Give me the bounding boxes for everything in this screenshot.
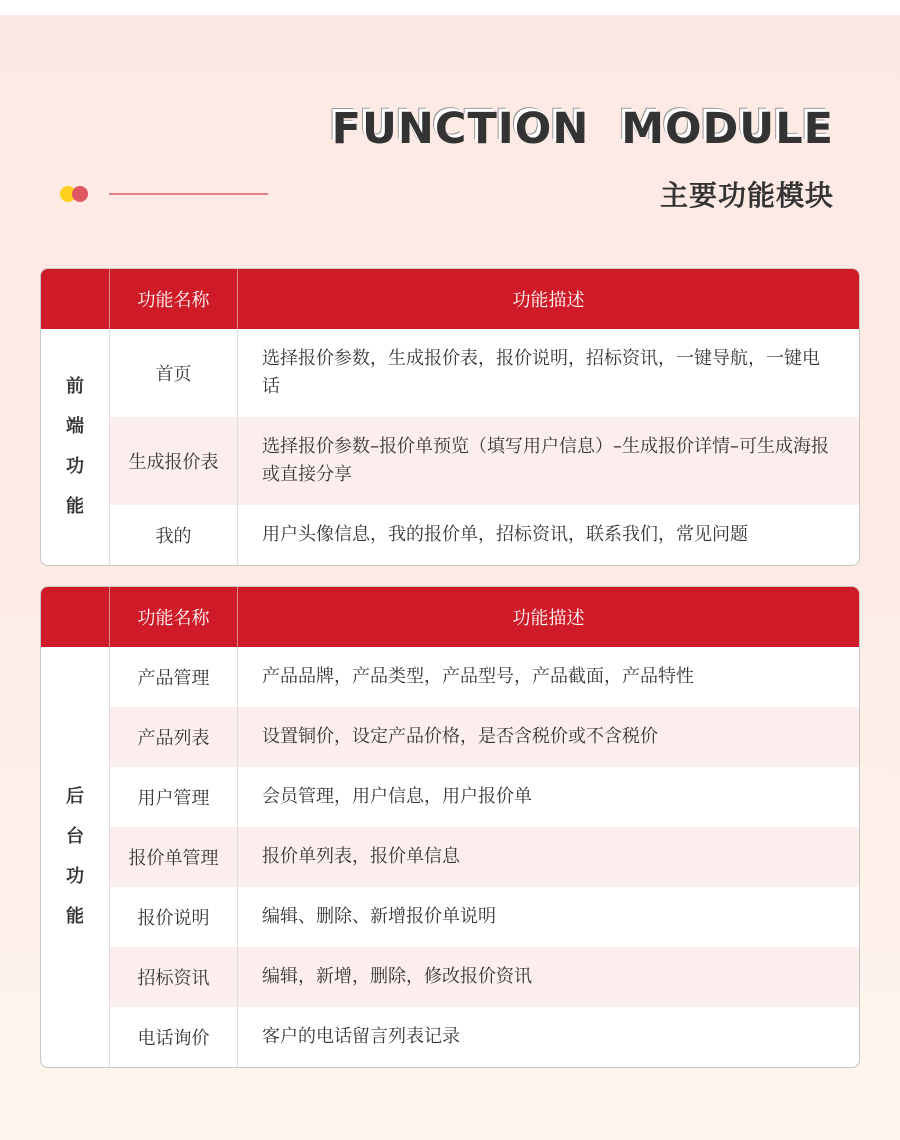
side-char: 端: [66, 416, 84, 437]
function-desc-cell: 报价单列表，报价单信息: [238, 827, 859, 887]
function-desc-cell: 产品品牌，产品类型，产品型号，产品截面，产品特性: [262, 666, 694, 687]
function-desc-cell: 编辑、删除、新增报价单说明: [262, 906, 496, 927]
backend-function-table: [40, 586, 860, 1068]
header-cell-function-name: 功能名称: [110, 269, 238, 329]
function-name-cell: 招标资讯: [110, 947, 238, 1007]
function-name-cell: 产品列表: [110, 707, 238, 767]
side-char: 台: [66, 826, 84, 847]
decorative-line: [109, 193, 268, 195]
function-desc-cell: 选择报价参数，生成报价表，报价说明，招标资讯，一键导航，一键电话: [262, 348, 820, 397]
function-desc-cell: 编辑，新增，删除，修改报价资讯: [238, 947, 859, 1007]
frontend-function-table: [40, 268, 860, 566]
title-english: FUNCTION MODULE: [331, 104, 834, 154]
function-name-cell: 报价说明: [110, 887, 238, 947]
title-chinese: 主要功能模块: [659, 179, 834, 212]
function-name-cell: 产品管理: [110, 647, 238, 707]
function-desc-cell: 选择报价参数–报价单预览（填写用户信息）–生成报价详情–可生成海报或直接分享: [238, 417, 859, 505]
decorative-dot-red-icon: [72, 186, 88, 202]
backend-side-label: [41, 647, 110, 1067]
side-char: 能: [66, 496, 84, 517]
function-name-cell: 报价单管理: [110, 827, 238, 887]
function-name-cell: 用户管理: [110, 767, 238, 827]
function-desc-cell: 设置铜价，设定产品价格，是否含税价或不含税价: [238, 707, 859, 767]
header-cell-function-name: 功能名称: [110, 587, 238, 647]
function-desc-cell: 客户的电话留言列表记录: [262, 1026, 460, 1047]
side-char: 能: [66, 906, 84, 927]
function-desc-cell: 会员管理，用户信息，用户报价单: [262, 786, 532, 807]
function-desc-cell: 用户头像信息，我的报价单，招标资讯，联系我们，常见问题: [262, 524, 748, 545]
side-char: 功: [66, 866, 84, 887]
side-char: 前: [66, 376, 84, 397]
side-char: 后: [66, 786, 84, 807]
function-name-cell: 我的: [110, 505, 238, 565]
function-name-cell: 电话询价: [110, 1007, 238, 1067]
header-cell-empty: [41, 587, 110, 647]
frontend-side-label: [41, 329, 110, 565]
side-char: 功: [66, 456, 84, 477]
header-cell-function-desc: 功能描述: [238, 587, 859, 647]
header-cell-empty: [41, 269, 110, 329]
function-name-cell: 首页: [110, 329, 238, 417]
function-name-cell: 生成报价表: [110, 417, 238, 505]
header-cell-function-desc: 功能描述: [238, 269, 859, 329]
